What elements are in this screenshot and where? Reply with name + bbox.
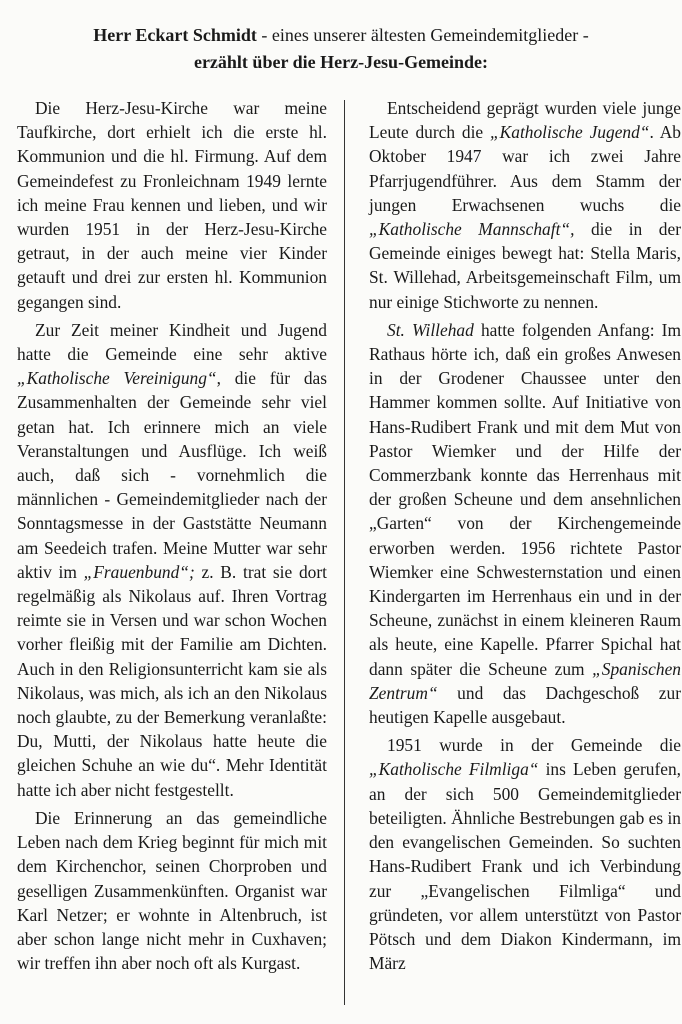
article-header xyxy=(0,22,682,76)
header-line-2: erzählt über die Herz-Jesu-Gemeinde: xyxy=(193,52,489,72)
left-column xyxy=(17,96,327,979)
emphasis-text: „Katholische Vereinigung“ xyxy=(17,368,217,389)
speaker-name: Herr Eckart Schmidt xyxy=(93,25,257,45)
emphasis-text: „Frauenbund“; xyxy=(83,561,195,582)
paragraph-text: . Ab Oktober 1947 war ich zwei Jahre Pfarrjugendführer. Aus dem Stamm der jungen Erwachsenen wuchs die xyxy=(369,122,681,215)
column-divider xyxy=(344,100,345,1005)
emphasis-text: „Katholische Mannschaft“, xyxy=(369,219,575,240)
paragraph-text: 1951 wurde in der Gemeinde die xyxy=(387,735,681,756)
paragraph-text: hatte folgenden Anfang: Im Rathaus hörte ich, daß ein großes Anwesen in der Grodener Chaussee unter den Hammer kommen sollte. Auf Initiative von Hans-Rudibert Frank und mit dem Mut von Pastor Wiemker und der Hilfe der Commerzbank konnte das Herrenhaus mit der großen Scheune und dem ansehnlichen „Garten“ von der Kirchengemeinde erworben werden. 1956 richtete Pastor Wiemker eine Schwesternstation und einen Kindergarten im Herrenhaus ein und in der Scheune, zunächst in einem kleineren Raum als heute, eine Kapelle. Pfarrer Spichal hat dann später die Scheune zum xyxy=(369,319,681,679)
paragraph-text: Die Erinnerung an das gemeindliche Leben nach dem Krieg beginnt für mich mit dem Kirchenchor, seinen Chorproben und geselligen Zusammenkünften. Organist war Karl Netzer; er wohnte in Altenbruch, ist aber schon lange nicht mehr in Cuxhaven; wir treffen ihn aber noch oft als Kurgast. xyxy=(17,807,327,974)
paragraph-text: z. B. trat sie dort regelmäßig als Nikolaus auf. Ihren Vortrag reimte sie in Versen und war schon Wochen vorher fleißig mit der Familie am Dichten. Auch in den Religionsunterricht kam sie als Nikolaus, was mich, als ich an den Nikolaus noch glaubte, zu der Bemerkung veranlaßte: Du, Mutti, der Nikolaus hatte heute die gleichen Schuhe an wie du“. Mehr Identität hatte ich aber nicht festgestellt. xyxy=(17,561,327,800)
right-column xyxy=(369,96,681,979)
paragraph-text: die in der Gemeinde einiges bewegt hat: Stella Maris, St. Willehad, Arbeitsgemeinschaft Film, um nur einige Stichworte zu nennen. xyxy=(369,219,681,312)
header-line-1 xyxy=(0,22,682,49)
paragraph-text: , die für das Zusammenhalten der Gemeinde sehr viel getan hat. Ich erinnere mich an viele Veranstaltungen und Ausflüge. Ich weiß auch, daß sich - vornehmlich die männlichen - Gemeindemitglieder nach der Sonntagsmesse in der Gaststätte Neumann am Seedeich trafen. Meine Mutter war sehr aktiv im xyxy=(17,368,327,582)
emphasis-text: „Katholische Filmliga“ xyxy=(369,759,539,780)
paragraph-text: Entscheidend geprägt wurden viele junge Leute durch die xyxy=(369,98,681,143)
emphasis-text: „Spanischen Zentrum“ xyxy=(369,658,681,703)
header-subtitle: - eines unserer ältesten Gemeindemitglieder - xyxy=(256,25,589,45)
paragraph xyxy=(17,318,327,802)
paragraph xyxy=(369,318,681,729)
paragraph-text: und das Dachgeschoß zur heutigen Kapelle ausgebaut. xyxy=(369,682,681,728)
paragraph-text: ins Leben gerufen, an der sich 500 Gemeindemitglieder beteiligten. Ähnliche Bestrebungen gab es in den evangelischen Gemeinden. So suchten Hans-Rudibert Frank und ich Verbindung zur „Evangelischen Filmliga“ und gründeten, vor allem unterstützt von Pastor Pötsch und dem Diakon Kindermann, im März xyxy=(369,759,682,974)
paragraph-text: Zur Zeit meiner Kindheit und Jugend hatte die Gemeinde eine sehr aktive xyxy=(17,319,327,365)
paragraph xyxy=(17,806,327,975)
paragraph-text: Die Herz-Jesu-Kirche war meine Taufkirche, dort erhielt ich die erste hl. Kommunion und die hl. Firmung. Auf dem Gemeindefest zu Fronleichnam 1949 lernte ich meine Frau kennen und lieben, und wir wurden 1951 in der Herz-Jesu-Kirche getraut, in der auch meine vier Kinder getauft und drei zur ersten hl. Kommunion gegangen sind. xyxy=(17,98,327,312)
paragraph xyxy=(17,96,327,314)
emphasis-text: „Katholische Jugend“ xyxy=(489,122,650,143)
paragraph xyxy=(369,96,681,314)
paragraph xyxy=(369,733,681,975)
emphasis-text: St. Willehad xyxy=(387,319,474,340)
